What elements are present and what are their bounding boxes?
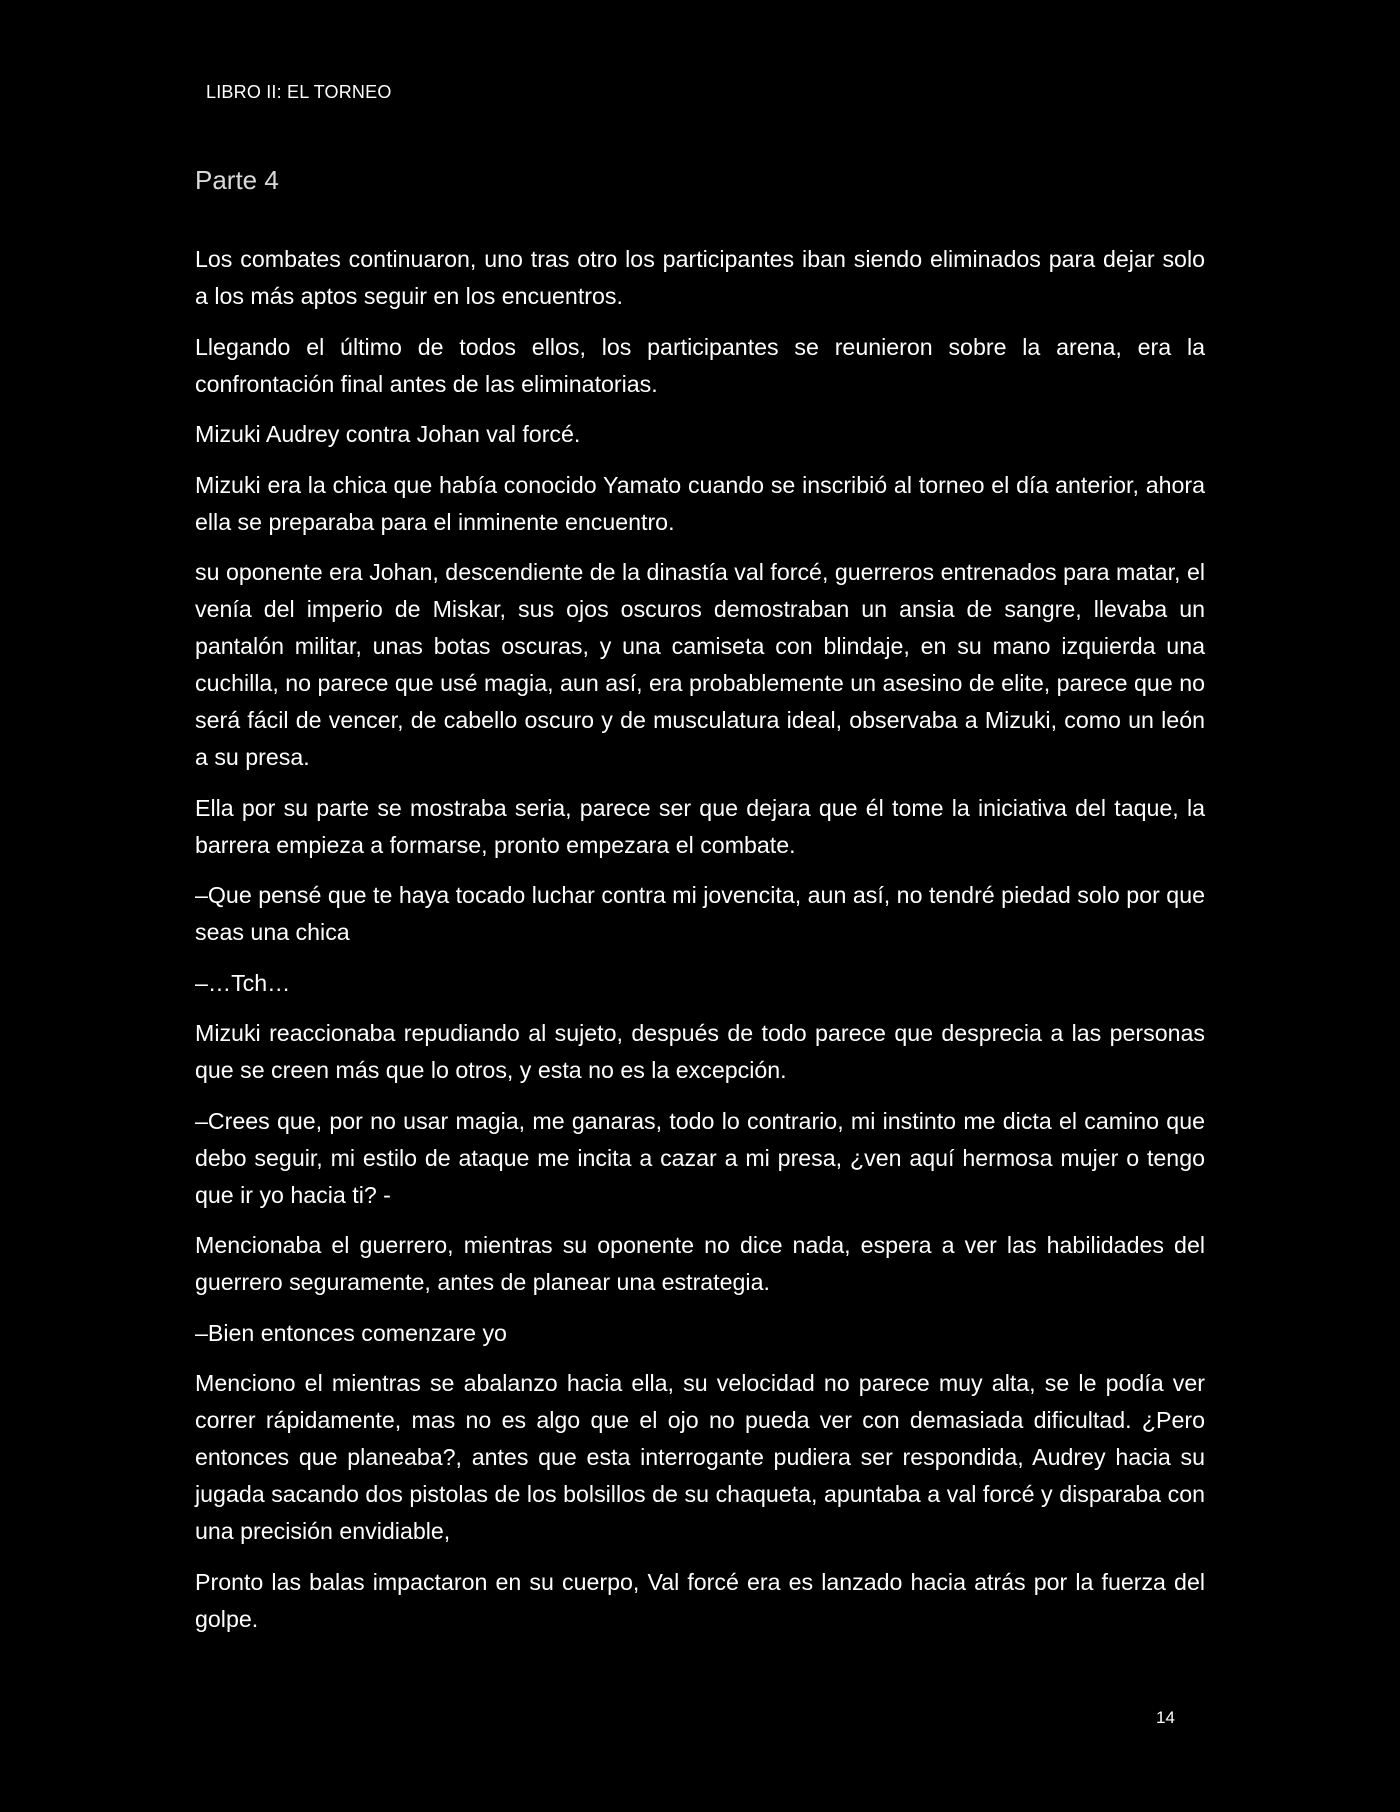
running-header: LIBRO II: EL TORNEO [206, 82, 392, 102]
paragraph: Mizuki era la chica que había conocido Yamato cuando se inscribió al torneo el día anterior, ahora ella se preparaba para el inminente encuentro. [195, 471, 1205, 535]
body-text [195, 241, 1205, 1651]
paragraph: su oponente era Johan, descendiente de la dinastía val forcé, guerreros entrenados para matar, el venía del imperio de Miskar, sus ojos oscuros demostraban un ansia de sangre, llevaba un pantalón militar, unas botas oscuras, y una camiseta con blindaje, en su mano izquierda una cuchilla, no parece que usé magia, aun así, era probablemente un asesino de elite, parece que no será fácil de vencer, de cabello oscuro y de musculatura ideal, observaba a Mizuki, como un león a su presa. [195, 559, 1205, 770]
paragraph: Menciono el mientras se abalanzo hacia ella, su velocidad no parece muy alta, se le podía ver correr rápidamente, mas no es algo que el ojo no pueda ver con demasiada dificultad. ¿Pero entonces que planeaba?, antes que esta interrogante pudiera ser respondida, Audrey hacia su jugada sacando dos pistolas de los bolsillos de su chaqueta, apuntaba a val forcé y disparaba con una precisión envidiable, [195, 1370, 1205, 1544]
dialogue-paragraph: –Bien entonces comenzare yo [195, 1319, 507, 1346]
paragraph: Mencionaba el guerrero, mientras su oponente no dice nada, espera a ver las habilidades del guerrero seguramente, antes de planear una estrategia. [195, 1232, 1205, 1295]
paragraph: Ella por su parte se mostraba seria, parece ser que dejara que él tome la iniciativa del taque, la barrera empieza a formarse, pronto empezara el combate. [195, 794, 1205, 858]
paragraph: Los combates continuaron, uno tras otro los participantes iban siendo eliminados para dejar solo a los más aptos seguir en los encuentros. [195, 246, 1205, 309]
dialogue-paragraph: –Que pensé que te haya tocado luchar contra mi jovencita, aun así, no tendré piedad solo por que seas una chica [195, 882, 1205, 945]
part-title: Parte 4 [195, 165, 279, 195]
page-number: 14 [1156, 1708, 1175, 1727]
paragraph: Pronto las balas impactaron en su cuerpo, Val forcé era es lanzado hacia atrás por la fuerza del golpe. [195, 1568, 1205, 1632]
paragraph: Llegando el último de todos ellos, los participantes se reunieron sobre la arena, era la confrontación final antes de las eliminatorias. [195, 333, 1205, 397]
paragraph: Mizuki reaccionaba repudiando al sujeto, después de todo parece que desprecia a las personas que se creen más que lo otros, y esta no es la excepción. [195, 1020, 1205, 1083]
dialogue-paragraph: –…Tch… [195, 969, 291, 996]
paragraph: Mizuki Audrey contra Johan val forcé. [195, 421, 581, 447]
dialogue-paragraph: –Crees que, por no usar magia, me ganaras, todo lo contrario, mi instinto me dicta el camino que debo seguir, mi estilo de ataque me incita a cazar a mi presa, ¿ven aquí hermosa mujer o tengo que ir yo hacia ti? - [195, 1107, 1205, 1208]
